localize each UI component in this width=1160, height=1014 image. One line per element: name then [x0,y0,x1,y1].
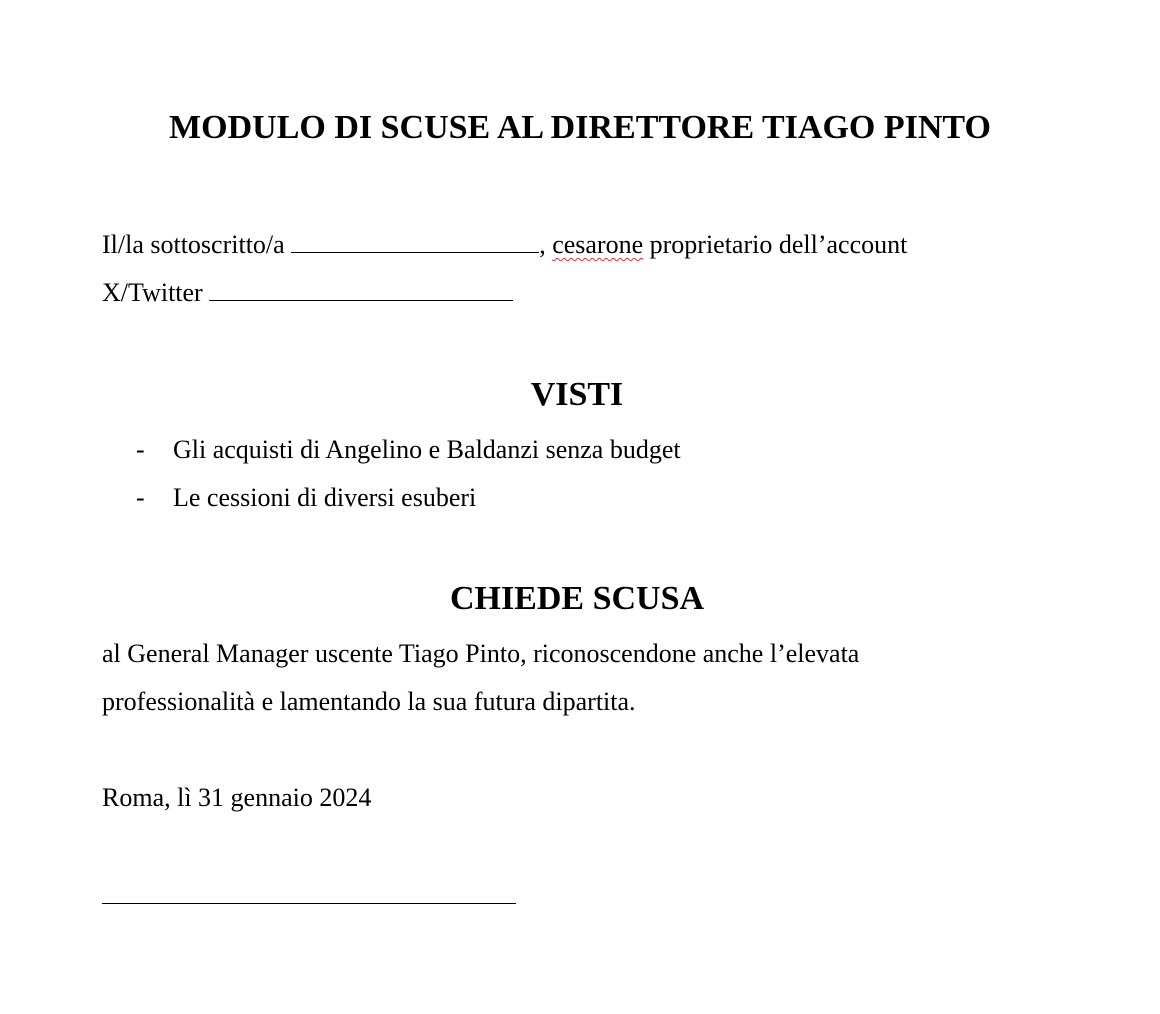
signature-line[interactable] [102,903,516,904]
misspelled-word: cesarone [552,230,644,259]
intro-comma: , [539,230,546,259]
document-title: MODULO DI SCUSE AL DIRETTORE TIAGO PINTO [169,109,991,146]
list-item-text: Le cessioni di diversi esuberi [173,483,477,512]
list-bullet: - [136,435,145,464]
name-blank-field[interactable] [291,232,539,253]
list-item [136,474,681,522]
place-date: Roma, lì 31 gennaio 2024 [102,783,372,812]
intro-line-2 [102,269,513,317]
account-label: X/Twitter [102,278,203,307]
chiede-heading: CHIEDE SCUSA [449,580,705,617]
intro-suffix: proprietario dell’account [649,230,908,259]
visti-heading: VISTI [530,376,624,413]
list-item-text: Gli acquisti di Angelino e Baldanzi senza budget [173,435,681,464]
chiede-line-2: professionalità e lamentando la sua futura dipartita. [102,687,636,716]
visti-list [136,426,681,522]
intro-line-1 [102,221,907,269]
chiede-line-1: al General Manager uscente Tiago Pinto, riconoscendone anche l’elevata [102,639,860,668]
list-item [136,426,681,474]
intro-prefix: Il/la sottoscritto/a [102,230,285,259]
list-bullet: - [136,483,145,512]
account-blank-field[interactable] [209,280,513,301]
